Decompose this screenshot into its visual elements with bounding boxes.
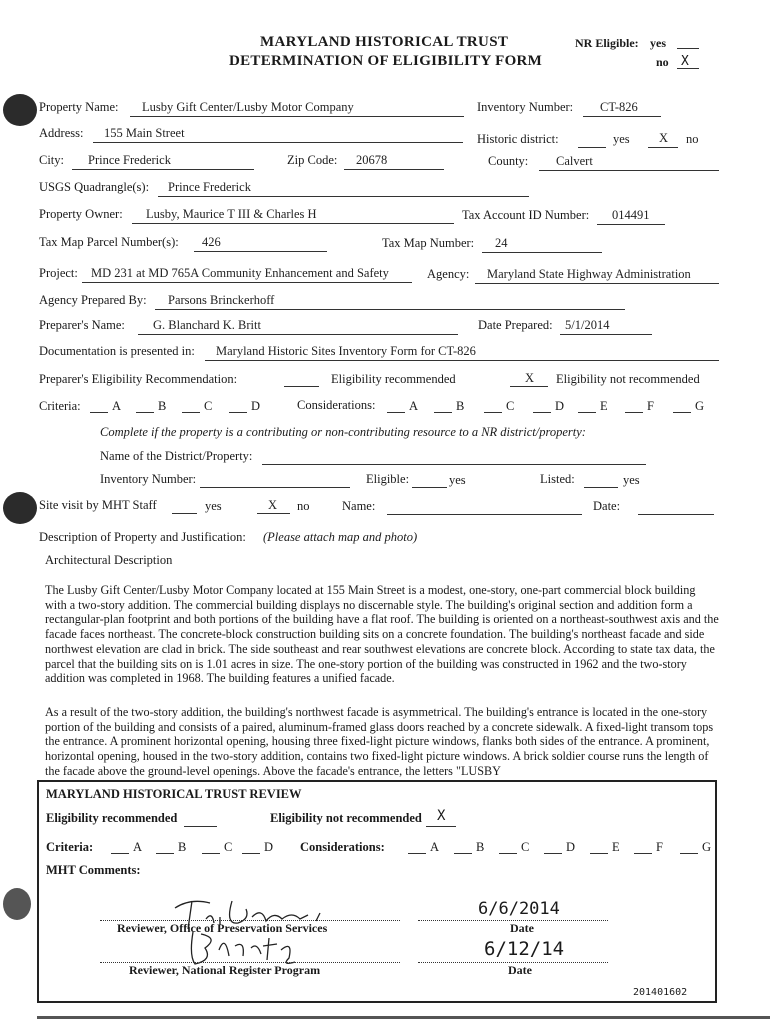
description-paragraph-2: As a result of the two-story addition, the building's northwest facade is asymmetrical. The building's entrance is located in the one-story portion of the building and consists of a paired, aluminum-framed glass doors reached by a concrete sidewalk. A fixed-light transom tops the entrance. A prominent horizontal opening, housing three fixed-light picture windows, flanks both sides of the entrance. A prominent, horizontal opening, housed in the two-story addition, contains two fixed-light picture windows. A brick soldier course runs the length of the facade above the ground-level openings. Above the facade's entrance, the letters "LUSBY xyxy=(45,705,714,778)
considerations-blank-b[interactable] xyxy=(434,412,452,413)
criteria-letter-b: B xyxy=(158,399,167,413)
owner-line[interactable] xyxy=(132,223,454,224)
site-visit-name-label: Name: xyxy=(342,499,376,513)
review-criteria-blank-a[interactable] xyxy=(111,853,129,854)
eligibility-not-recommended-label: Eligibility not recommended xyxy=(556,372,700,386)
county-label: County: xyxy=(488,154,529,168)
review-considerations-letter-b: B xyxy=(476,840,485,854)
address-line[interactable] xyxy=(93,142,463,143)
date1-label: Date xyxy=(510,921,534,935)
review-criteria-letter-b: B xyxy=(178,840,187,854)
zip-label: Zip Code: xyxy=(287,153,338,167)
hd-no-blank[interactable] xyxy=(648,147,678,148)
district-eligible-yes: yes xyxy=(449,473,466,487)
nr-yes-blank[interactable] xyxy=(677,48,699,49)
documentation-line[interactable] xyxy=(205,360,719,361)
date-prepared-label: Date Prepared: xyxy=(478,318,553,332)
preparer-name-line[interactable] xyxy=(138,334,458,335)
site-visit-date-label: Date: xyxy=(593,499,621,513)
hd-no-mark: X xyxy=(659,131,669,145)
review-considerations-letter-c: C xyxy=(521,840,530,854)
agency-label: Agency: xyxy=(427,267,470,281)
review-considerations-letter-e: E xyxy=(612,840,620,854)
review-considerations-blank-f[interactable] xyxy=(634,853,652,854)
reviewer2-date: 6/12/14 xyxy=(484,938,565,960)
site-visit-yes-label: yes xyxy=(205,499,222,513)
usgs-value: Prince Frederick xyxy=(168,180,251,194)
zip-value: 20678 xyxy=(356,153,388,167)
city-line[interactable] xyxy=(72,169,254,170)
criteria-letter-c: C xyxy=(204,399,213,413)
nr-yes-label: yes xyxy=(650,36,666,50)
criteria-letter-d: D xyxy=(251,399,261,413)
reviewer1-date: 6/6/2014 xyxy=(478,899,560,919)
tax-account-label: Tax Account ID Number: xyxy=(462,208,590,222)
tax-map-label: Tax Map Number: xyxy=(382,236,475,250)
description-note: (Please attach map and photo) xyxy=(263,530,418,544)
review-criteria-blank-d[interactable] xyxy=(242,853,260,854)
district-listed-yes: yes xyxy=(623,473,640,487)
nr-no-mark: X xyxy=(681,54,689,69)
date-prepared-line[interactable] xyxy=(560,334,652,335)
considerations-letter-b: B xyxy=(456,399,465,413)
review-not-recommended-label: Eligibility not recommended xyxy=(270,811,422,825)
hd-yes-blank[interactable] xyxy=(578,147,606,148)
parcel-line[interactable] xyxy=(194,251,327,252)
review-considerations-blank-c[interactable] xyxy=(499,853,517,854)
not-recommended-mark: X xyxy=(525,371,535,385)
review-criteria-label: Criteria: xyxy=(46,840,94,854)
considerations-label: Considerations: xyxy=(297,398,376,412)
county-value: Calvert xyxy=(556,154,593,168)
district-eligible-blank[interactable] xyxy=(412,487,447,488)
prepared-by-line[interactable] xyxy=(155,309,625,310)
mht-comments-label: MHT Comments: xyxy=(46,863,141,877)
review-criteria-blank-c[interactable] xyxy=(202,853,220,854)
reviewer2-label: Reviewer, National Register Program xyxy=(129,963,321,977)
parcel-label: Tax Map Parcel Number(s): xyxy=(39,235,179,249)
inventory-number-line[interactable] xyxy=(583,116,661,117)
city-label: City: xyxy=(39,153,65,167)
site-visit-no-blank[interactable] xyxy=(257,513,290,514)
project-label: Project: xyxy=(39,266,78,280)
considerations-letter-c: C xyxy=(506,399,515,413)
criteria-blank-a[interactable] xyxy=(90,412,108,413)
description-paragraph-1: The Lusby Gift Center/Lusby Motor Company located at 155 Main Street is a modest, one-story, one-part commercial block building with a two-story addition. The commercial building displays no discernable style. The building's original section and addition form a rectangular-plan footprint and both portions of the building have a flat roof. The building is oriented on a northeast-southwest axis and the facade faces northeast. The concrete-block construction building sits on a concrete foundation. The building's northeast facade and side northwest elevation are clad in brick. The side southeast and rear southwest elevations are concrete block. According to state tax data, the parcel that the building sits on is 1.01 acres in size. The one-story portion of the building was constructed in 1962 and the two-story addition was completed in 1968. The building features a unified facade. xyxy=(45,583,719,686)
district-eligible-label: Eligible: xyxy=(366,472,410,486)
considerations-blank-d[interactable] xyxy=(533,412,551,413)
review-not-recommended-blank[interactable] xyxy=(426,826,456,827)
district-listed-blank[interactable] xyxy=(584,487,618,488)
district-name-line[interactable] xyxy=(262,464,646,465)
historic-district-label: Historic district: xyxy=(477,132,559,146)
criteria-blank-d[interactable] xyxy=(229,412,247,413)
inventory-number-value: CT-826 xyxy=(600,100,638,114)
considerations-letter-d: D xyxy=(555,399,565,413)
usgs-line[interactable] xyxy=(158,196,529,197)
criteria-label: Criteria: xyxy=(39,399,81,413)
file-stamp-number: 201401602 xyxy=(633,987,688,998)
considerations-blank-a[interactable] xyxy=(387,412,405,413)
date-prepared-value: 5/1/2014 xyxy=(565,318,610,332)
owner-label: Property Owner: xyxy=(39,207,123,221)
property-name-line[interactable] xyxy=(130,116,464,117)
review-recommended-label: Eligibility recommended xyxy=(46,811,178,825)
property-name-label: Property Name: xyxy=(39,100,119,114)
description-heading: Architectural Description xyxy=(45,553,173,567)
district-name-label: Name of the District/Property: xyxy=(100,449,253,463)
preparer-name-value: G. Blanchard K. Britt xyxy=(153,318,261,332)
eligibility-recommended-label: Eligibility recommended xyxy=(331,372,456,386)
form-title-line2: DETERMINATION OF ELIGIBILITY FORM xyxy=(229,53,543,69)
district-listed-label: Listed: xyxy=(540,472,575,486)
review-considerations-blank-g[interactable] xyxy=(680,853,698,854)
tax-map-line[interactable] xyxy=(482,252,602,253)
review-criteria-blank-b[interactable] xyxy=(156,853,174,854)
review-considerations-label: Considerations: xyxy=(300,840,385,854)
usgs-label: USGS Quadrangle(s): xyxy=(39,180,150,194)
review-considerations-letter-f: F xyxy=(656,840,663,854)
property-name-value: Lusby Gift Center/Lusby Motor Company xyxy=(142,100,354,114)
site-visit-no-label: no xyxy=(297,499,310,513)
site-visit-label: Site visit by MHT Staff xyxy=(39,498,157,512)
nr-eligible-label: NR Eligible: xyxy=(575,36,639,50)
site-visit-no-mark: X xyxy=(268,498,278,512)
documentation-value: Maryland Historic Sites Inventory Form for CT-826 xyxy=(216,344,476,358)
address-label: Address: xyxy=(39,126,84,140)
county-line[interactable] xyxy=(539,170,719,171)
project-value: MD 231 at MD 765A Community Enhancement and Safety xyxy=(91,266,389,280)
review-considerations-blank-e[interactable] xyxy=(590,853,608,854)
site-visit-name-line[interactable] xyxy=(387,514,582,515)
parcel-value: 426 xyxy=(202,235,221,249)
reviewer1-label: Reviewer, Office of Preservation Services xyxy=(117,921,328,935)
review-considerations-blank-a[interactable] xyxy=(408,853,426,854)
criteria-letter-a: A xyxy=(112,399,122,413)
considerations-blank-c[interactable] xyxy=(484,412,502,413)
review-considerations-blank-d[interactable] xyxy=(544,853,562,854)
hd-yes-label: yes xyxy=(613,132,630,146)
considerations-letter-f: F xyxy=(647,399,654,413)
owner-value: Lusby, Maurice T III & Charles H xyxy=(146,207,317,221)
review-considerations-letter-a: A xyxy=(430,840,440,854)
tax-account-line[interactable] xyxy=(597,224,665,225)
criteria-blank-c[interactable] xyxy=(182,412,200,413)
site-visit-date-line[interactable] xyxy=(638,514,714,515)
bottom-border xyxy=(37,1016,770,1019)
review-criteria-letter-a: A xyxy=(133,840,143,854)
prepared-by-value: Parsons Brinckerhoff xyxy=(168,293,275,307)
zip-line[interactable] xyxy=(344,169,444,170)
punch-hole-bottom xyxy=(3,888,31,920)
inventory-number-label: Inventory Number: xyxy=(477,100,574,114)
district-inventory-line[interactable] xyxy=(200,487,350,488)
address-value: 155 Main Street xyxy=(104,126,185,140)
preparer-recommendation-label: Preparer's Eligibility Recommendation: xyxy=(39,372,238,386)
agency-value: Maryland State Highway Administration xyxy=(487,267,691,281)
district-note: Complete if the property is a contributing or non-contributing resource to a NR district/property: xyxy=(100,425,586,439)
date2-label: Date xyxy=(508,963,532,977)
review-recommended-blank[interactable] xyxy=(184,826,217,827)
eligibility-recommended-blank[interactable] xyxy=(284,386,319,387)
considerations-blank-e[interactable] xyxy=(578,412,596,413)
considerations-letter-e: E xyxy=(600,399,608,413)
district-inventory-label: Inventory Number: xyxy=(100,472,197,486)
nr-no-blank[interactable] xyxy=(677,68,699,69)
considerations-letter-g: G xyxy=(695,399,705,413)
review-considerations-letter-g: G xyxy=(702,840,712,854)
review-criteria-letter-d: D xyxy=(264,840,274,854)
nr-no-label: no xyxy=(656,55,669,69)
punch-hole-middle xyxy=(3,492,37,524)
tax-map-value: 24 xyxy=(495,236,508,250)
city-value: Prince Frederick xyxy=(88,153,171,167)
review-considerations-letter-d: D xyxy=(566,840,576,854)
review-considerations-blank-b[interactable] xyxy=(454,853,472,854)
prepared-by-label: Agency Prepared By: xyxy=(39,293,147,307)
review-not-recommended-mark: X xyxy=(437,808,446,824)
site-visit-yes-blank[interactable] xyxy=(172,513,197,514)
form-title-line1: MARYLAND HISTORICAL TRUST xyxy=(260,34,509,50)
tax-account-value: 014491 xyxy=(612,208,650,222)
punch-hole-top xyxy=(3,94,37,126)
description-label: Description of Property and Justification: xyxy=(39,530,246,544)
considerations-blank-f[interactable] xyxy=(625,412,643,413)
agency-line[interactable] xyxy=(475,283,719,284)
documentation-label: Documentation is presented in: xyxy=(39,344,195,358)
hd-no-label: no xyxy=(686,132,699,146)
review-criteria-letter-c: C xyxy=(224,840,233,854)
criteria-blank-b[interactable] xyxy=(136,412,154,413)
review-title: MARYLAND HISTORICAL TRUST REVIEW xyxy=(46,787,302,801)
considerations-letter-a: A xyxy=(409,399,419,413)
not-recommended-blank[interactable] xyxy=(510,386,548,387)
project-line[interactable] xyxy=(82,282,412,283)
considerations-blank-g[interactable] xyxy=(673,412,691,413)
preparer-name-label: Preparer's Name: xyxy=(39,318,125,332)
